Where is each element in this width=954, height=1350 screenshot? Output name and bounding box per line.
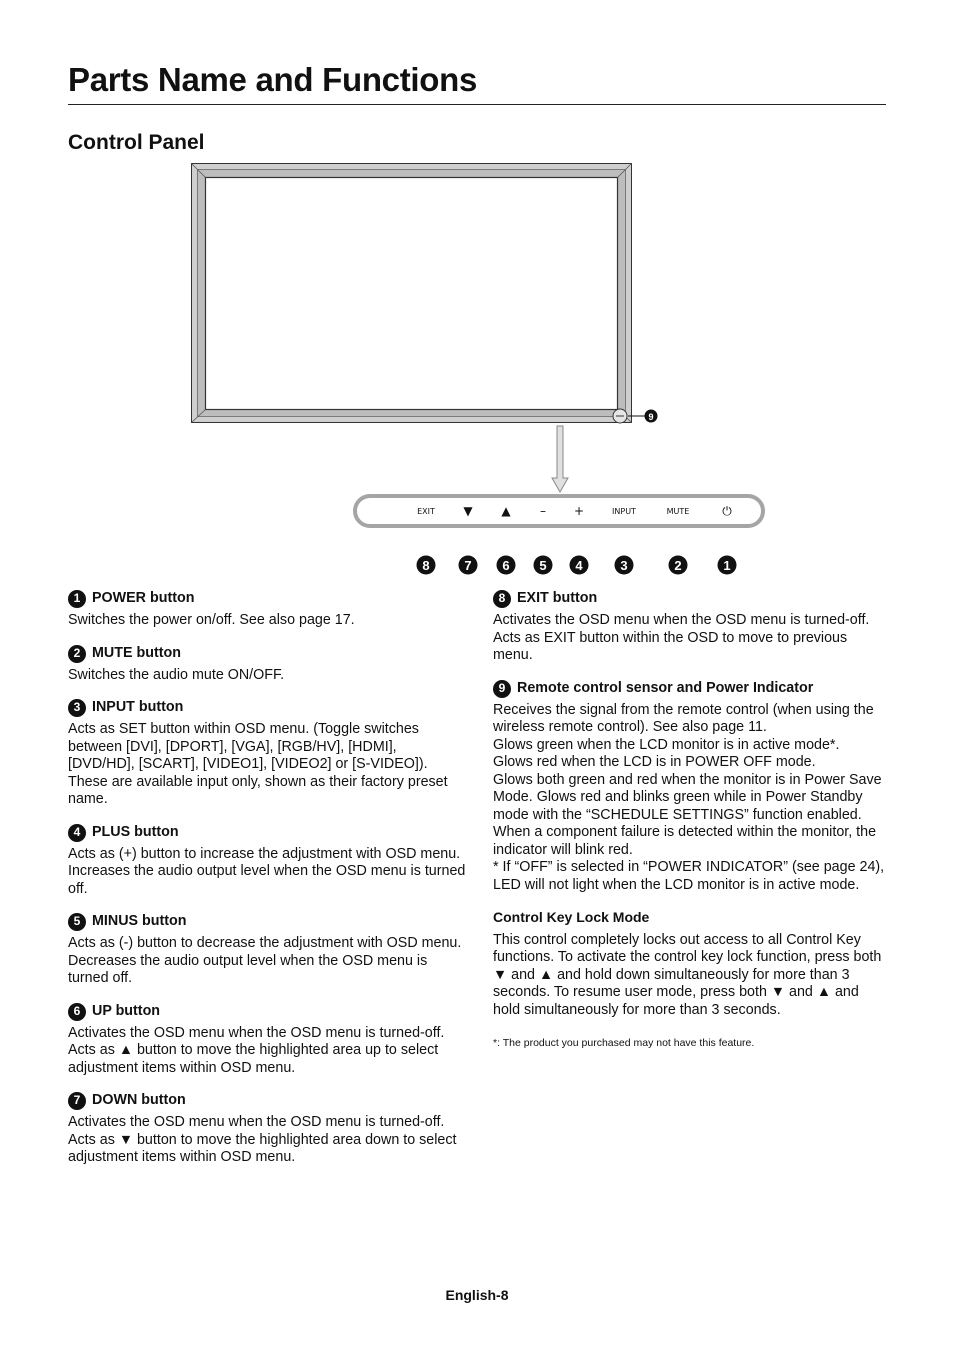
item-heading <box>493 680 889 698</box>
item-4 <box>68 824 466 899</box>
callout-8 <box>417 556 436 575</box>
item-3 <box>68 699 466 809</box>
callout-3 <box>615 556 634 575</box>
callout-number: 7 <box>68 1092 86 1110</box>
button-label: INPUT <box>612 507 636 516</box>
svg-text:1: 1 <box>723 558 731 573</box>
svg-text:5: 5 <box>539 558 547 573</box>
callout-number: 1 <box>68 590 86 608</box>
callout-6 <box>497 556 516 575</box>
item-title: INPUT button <box>92 699 184 716</box>
item-text: Glows both green and red when the monitor is in Power Save Mode. Glows red and blinks green while in Power Standby mode with the “SCHEDULE SETTINGS” function enabled. <box>493 771 882 823</box>
button-label: ▲ <box>501 504 511 518</box>
item-2 <box>68 645 466 685</box>
monitor-illustration <box>192 164 632 424</box>
item-text: Activates the OSD menu when the OSD menu is turned-off. <box>68 1024 445 1041</box>
item-title: UP button <box>92 1002 161 1019</box>
button-label: ⏻ <box>722 504 732 518</box>
left-column <box>68 590 466 1182</box>
item-text: Receives the signal from the remote control (when using the wireless remote control). See also page 11. <box>493 701 874 735</box>
footnote: *: The product you purchased may not have this feature. <box>493 1037 755 1049</box>
item-text: Switches the power on/off. See also page 17. <box>68 612 355 628</box>
item-title: PLUS button <box>92 823 179 840</box>
item-title: Remote control sensor and Power Indicator <box>517 679 814 696</box>
callout-number: 4 <box>68 824 86 842</box>
page-number: English-8 <box>445 1287 509 1303</box>
sensor-callout <box>628 410 658 423</box>
svg-text:4: 4 <box>575 558 583 573</box>
item-7 <box>68 1092 466 1167</box>
item-text: Acts as (+) button to increase the adjustment with OSD menu. Increases the audio output level when the OSD menu is turned off. <box>68 845 466 897</box>
button-label: – <box>540 504 546 518</box>
zoom-arrow <box>552 426 568 492</box>
callout-number: 8 <box>493 590 511 608</box>
item-heading <box>68 1003 466 1021</box>
item-text: * If “OFF” is selected in “POWER INDICATOR” (see page 24), LED will not light when the LCD monitor is in active mode. <box>493 859 885 893</box>
button-label: + <box>573 504 585 518</box>
svg-text:2: 2 <box>674 558 682 573</box>
lock-mode-title: Control Key Lock Mode <box>493 909 650 925</box>
item-heading <box>68 590 466 608</box>
item-9 <box>493 680 889 895</box>
section-title: Control Panel <box>68 131 205 154</box>
item-text: Acts as SET button within OSD menu. (Toggle switches between [DVI], [DPORT], [VGA], [RGB/HV], [HDMI], [DVD/HD], [SCART], [VIDEO1], [VIDEO2] or [S-VIDEO]). These are available input only, shown as their factory preset name. <box>68 721 448 807</box>
item-heading <box>68 699 466 717</box>
item-text: Activates the OSD menu when the OSD menu is turned-off. <box>68 1114 445 1130</box>
callout-2 <box>669 556 688 575</box>
item-text: Activates the OSD menu when the OSD menu is turned-off. <box>493 612 870 628</box>
callout-4 <box>570 556 589 575</box>
item-text: Glows red when the LCD is in POWER OFF mode. <box>493 754 816 770</box>
callout-number: 6 <box>68 1003 86 1021</box>
callout-number: 3 <box>68 699 86 717</box>
item-heading <box>68 824 466 842</box>
button-label: ▼ <box>463 504 473 518</box>
callout-5 <box>534 556 553 575</box>
callout-number: 9 <box>493 680 511 698</box>
item-heading <box>493 590 889 608</box>
callout-1 <box>718 556 737 575</box>
item-title: MINUS button <box>92 913 187 930</box>
callout-number: 2 <box>68 645 86 663</box>
callout-number: 5 <box>68 913 86 931</box>
page-title: Parts Name and Functions <box>68 58 886 105</box>
lock-mode-text: This control completely locks out access to all Control Key functions. To activate the control key lock function, press both ▼ and ▲ and hold down simultaneously for more than 3 seconds. To resume user mode, press both ▼ and ▲ and hold simultaneously for more than 3 seconds. <box>493 931 882 1018</box>
item-title: EXIT button <box>517 590 598 607</box>
item-heading <box>68 1092 466 1110</box>
button-label: EXIT <box>417 507 435 516</box>
item-title: MUTE button <box>92 644 181 661</box>
svg-text:3: 3 <box>620 558 628 573</box>
button-labels <box>417 504 732 518</box>
button-callouts <box>417 556 737 575</box>
item-1 <box>68 590 466 630</box>
item-text: Acts as EXIT button within the OSD to move to previous menu. <box>493 629 848 663</box>
item-8 <box>493 590 889 665</box>
item-text: When a component failure is detected within the monitor, the indicator will blink red. <box>493 824 877 858</box>
control-panel-diagram <box>0 0 954 600</box>
item-text: Switches the audio mute ON/OFF. <box>68 666 285 683</box>
item-heading <box>68 913 466 931</box>
callout-7 <box>459 556 478 575</box>
item-text: Acts as ▲ button to move the highlighted area up to select adjustment items within OSD menu. <box>68 1042 439 1076</box>
svg-text:9: 9 <box>648 412 654 422</box>
item-heading <box>68 645 466 663</box>
item-text: Acts as (-) button to decrease the adjustment with OSD menu. Decreases the audio output level when the OSD menu is turned off. <box>68 935 462 986</box>
item-text: Glows green when the LCD monitor is in active mode*. <box>493 736 840 753</box>
svg-text:7: 7 <box>464 558 472 573</box>
item-title: DOWN button <box>92 1092 186 1109</box>
item-title: POWER button <box>92 590 195 607</box>
item-text: Acts as ▼ button to move the highlighted area down to select adjustment items within OSD menu. <box>68 1131 457 1165</box>
svg-text:6: 6 <box>502 558 510 573</box>
item-6 <box>68 1003 466 1078</box>
button-label: MUTE <box>666 507 690 516</box>
svg-text:8: 8 <box>422 558 430 573</box>
right-column <box>493 590 889 1053</box>
item-5 <box>68 913 466 988</box>
